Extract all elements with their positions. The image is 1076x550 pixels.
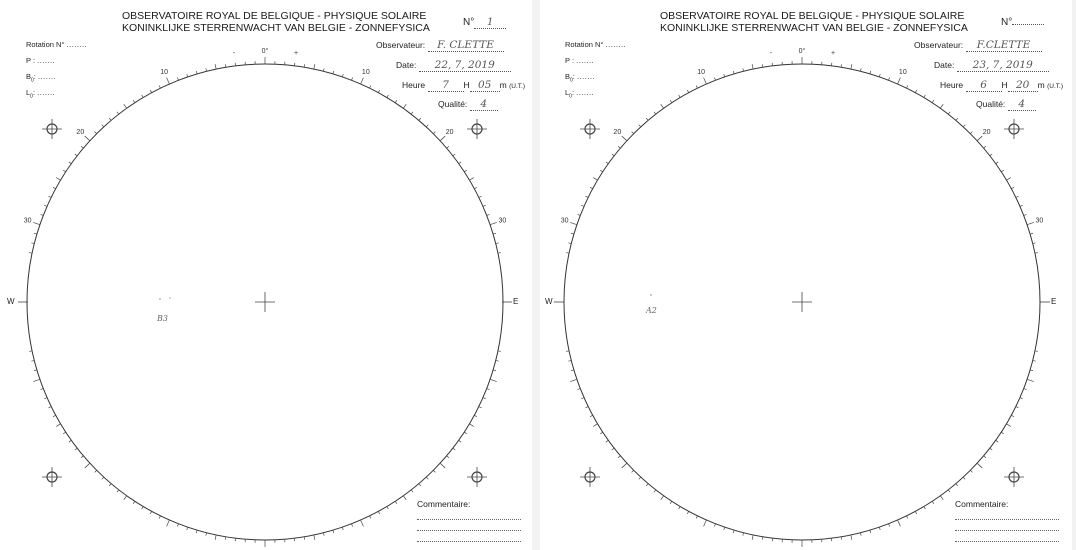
b0-field xyxy=(26,72,56,84)
registration-mark xyxy=(1004,119,1024,139)
quality-field xyxy=(438,99,498,111)
comment-label: Commentaire: xyxy=(417,499,471,509)
scale-label: 30 xyxy=(23,217,32,225)
scale-label: 30 xyxy=(560,217,569,225)
b0-subscript: 0 xyxy=(570,77,573,84)
comment-line xyxy=(955,519,1059,520)
east-label: E xyxy=(513,297,519,306)
scale-label: 30 xyxy=(1035,217,1044,225)
rotation-field xyxy=(565,40,626,49)
ut-label: (U.T.) xyxy=(1047,83,1064,90)
registration-mark xyxy=(42,119,62,139)
scale-ticks-bottom xyxy=(566,351,1038,547)
number-label: N° xyxy=(463,17,475,28)
l0-dots: ....... xyxy=(576,88,595,97)
scale-label: + xyxy=(831,49,836,57)
comment-line xyxy=(417,530,521,531)
observer-field xyxy=(914,40,1042,52)
b0-subscript: 0 xyxy=(31,77,34,84)
b0-dots: ....... xyxy=(37,72,57,81)
date-value: 22, 7, 2019 xyxy=(419,60,511,72)
time-field xyxy=(940,80,1063,92)
scale-ticks-bottom xyxy=(29,351,501,547)
registration-mark xyxy=(1004,467,1024,487)
l0-label: L xyxy=(26,88,31,97)
west-label: W xyxy=(545,297,553,306)
number-label: N° xyxy=(1001,17,1013,28)
header-line-1: OBSERVATOIRE ROYAL DE BELGIQUE - PHYSIQUE SOLAIRE xyxy=(122,10,427,22)
registration-mark xyxy=(580,119,600,139)
observer-label: Observateur: xyxy=(376,40,426,50)
scale-label: - xyxy=(769,49,773,57)
scale-label: 20 xyxy=(76,129,85,137)
l0-dots: ....... xyxy=(37,88,56,97)
observatory-header xyxy=(122,10,430,34)
header-line-2: KONINKLIJKE STERRENWACHT VAN BELGIE - ZONNEFYSICA xyxy=(122,22,430,34)
observer-value: F.CLETTE xyxy=(966,40,1042,52)
l0-label: L xyxy=(565,88,570,97)
comment-line xyxy=(417,519,521,520)
rotation-dots: ........ xyxy=(605,40,627,49)
hour-value: 7 xyxy=(428,80,464,92)
date-value: 23, 7, 2019 xyxy=(957,60,1049,72)
observer-value: F. CLETTE xyxy=(428,40,504,52)
minute-value: 20 xyxy=(1008,80,1038,92)
scale-label: 10 xyxy=(898,69,907,77)
p-dots: ....... xyxy=(576,56,595,65)
m-label: m xyxy=(1037,80,1045,90)
quality-label: Qualité: xyxy=(976,99,1006,109)
registration-mark xyxy=(580,467,600,487)
scale-ticks-top xyxy=(561,47,1044,253)
p-label: P : xyxy=(565,56,575,65)
rotation-dots: ........ xyxy=(66,40,88,49)
l0-colon: : xyxy=(571,88,575,97)
scale-label: 0° xyxy=(798,48,806,55)
hour-value: 6 xyxy=(966,80,1002,92)
scale-label: 20 xyxy=(445,129,454,137)
scale-label: 0° xyxy=(261,48,269,55)
b0-field xyxy=(565,72,595,84)
p-field xyxy=(565,56,594,65)
scale-label: 20 xyxy=(982,129,991,137)
minute-value: 05 xyxy=(470,80,500,92)
rotation-field xyxy=(26,40,87,49)
date-label: Date: xyxy=(396,60,417,70)
comment-line xyxy=(955,541,1059,542)
sheet-number xyxy=(1001,17,1044,28)
b0-colon: : xyxy=(33,72,36,81)
registration-mark xyxy=(467,467,487,487)
observer-field xyxy=(376,40,504,52)
l0-subscript: 0 xyxy=(569,93,572,100)
l0-field xyxy=(26,88,55,100)
comment-line xyxy=(417,541,521,542)
sheet-number xyxy=(463,17,506,29)
observer-label: Observateur: xyxy=(914,40,964,50)
p-dots: ....... xyxy=(37,56,56,65)
scale-label: 20 xyxy=(613,129,622,137)
heure-label: Heure xyxy=(402,80,426,90)
drawing-sheet-right xyxy=(540,0,1072,550)
rotation-label: Rotation N° xyxy=(565,40,604,49)
scale-label: + xyxy=(293,49,299,57)
header-line-1: OBSERVATOIRE ROYAL DE BELGIQUE - PHYSIQUE SOLAIRE xyxy=(660,10,965,22)
b0-colon: : xyxy=(572,72,575,81)
header-line-2: KONINKLIJKE STERRENWACHT VAN BELGIE - ZONNEFYSICA xyxy=(660,22,968,34)
b0-label: B xyxy=(565,72,571,81)
registration-mark xyxy=(467,119,487,139)
h-label: H xyxy=(1001,80,1008,90)
l0-colon: : xyxy=(32,88,36,97)
rotation-label: Rotation N° xyxy=(26,40,65,49)
sunspot-marks xyxy=(159,297,170,299)
time-field xyxy=(402,80,525,92)
p-field xyxy=(26,56,55,65)
scale-label: 30 xyxy=(498,217,507,225)
l0-subscript: 0 xyxy=(30,93,33,100)
h-label: H xyxy=(463,80,470,90)
scale-label: - xyxy=(232,49,236,57)
quality-value: 4 xyxy=(470,99,498,111)
observatory-header xyxy=(660,10,968,34)
scale-label: 10 xyxy=(697,69,706,77)
quality-field xyxy=(976,99,1036,111)
m-label: m xyxy=(499,80,507,90)
p-label: P : xyxy=(26,56,36,65)
number-value xyxy=(1012,24,1044,25)
scale-label: 10 xyxy=(361,69,370,77)
group-label: B3 xyxy=(157,314,168,323)
b0-label: B xyxy=(26,72,32,81)
east-label: E xyxy=(1051,297,1057,306)
comment-label: Commentaire: xyxy=(955,499,1009,509)
l0-field xyxy=(565,88,594,100)
ut-label: (U.T.) xyxy=(509,83,526,90)
west-label: W xyxy=(7,297,15,306)
group-label: A2 xyxy=(646,306,657,315)
b0-dots: ....... xyxy=(576,72,596,81)
date-field xyxy=(934,60,1049,72)
date-label: Date: xyxy=(934,60,955,70)
date-field xyxy=(396,60,511,72)
comment-line xyxy=(955,530,1059,531)
center-crosshair xyxy=(792,292,812,312)
scale-label: 10 xyxy=(160,69,169,77)
number-value: 1 xyxy=(474,17,506,29)
registration-mark xyxy=(42,467,62,487)
heure-label: Heure xyxy=(940,80,964,90)
center-crosshair xyxy=(255,292,275,312)
scale-ticks-top xyxy=(24,47,507,253)
sunspot-marks xyxy=(650,294,651,295)
drawing-sheet-left xyxy=(0,0,532,550)
quality-label: Qualité: xyxy=(438,99,468,109)
quality-value: 4 xyxy=(1008,99,1036,111)
